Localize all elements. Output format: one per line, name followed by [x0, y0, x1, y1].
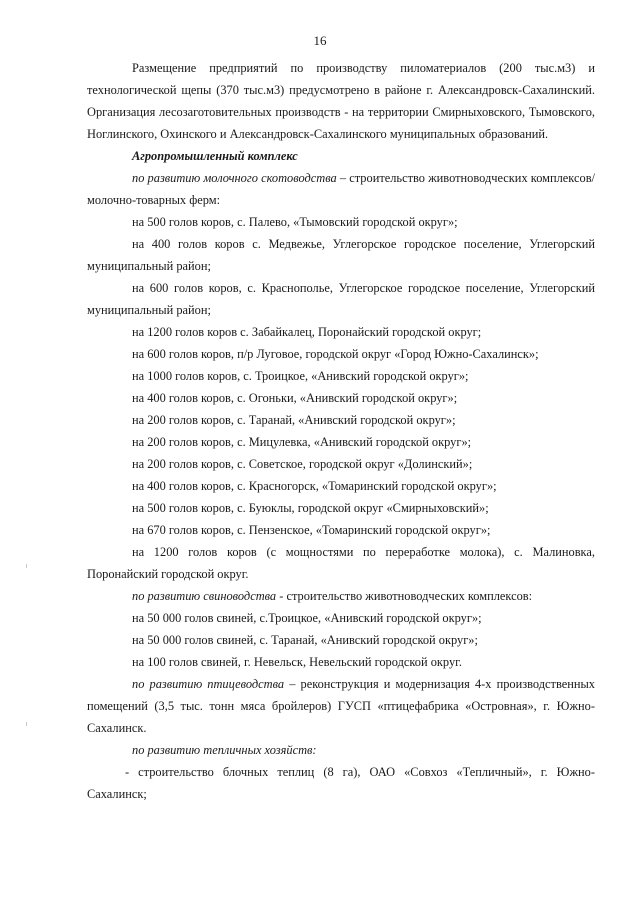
list-item: на 1200 голов коров с. Забайкалец, Поронайский городской округ; [132, 325, 482, 339]
list-item: на 50 000 голов свиней, с. Таранай, «Анивский городской округ»; [132, 633, 478, 647]
dairy-label: по развитию молочного скотоводства [132, 171, 337, 185]
list-item: на 200 голов коров, с. Мицулевка, «Анивский городской округ»; [132, 435, 472, 449]
list-item: на 600 голов коров, с. Краснополье, Углегорское городское поселение, Углегорский муниципальный район; [87, 281, 595, 317]
list-item: на 400 голов коров с. Медвежье, Углегорское городское поселение, Углегорский муниципальный район; [87, 237, 595, 273]
list-item: на 400 голов коров, с. Огоньки, «Анивский городской округ»; [132, 391, 458, 405]
greenhouse-label: по развитию тепличных хозяйств: [132, 743, 317, 757]
list-item: на 50 000 голов свиней, с.Троицкое, «Анивский городской округ»; [132, 611, 482, 625]
list-item: на 500 голов коров, с. Палево, «Тымовский городской округ»; [132, 215, 458, 229]
paragraph-lumber: Размещение предприятий по производству пиломатериалов (200 тыс.м3) и технологической щепы (370 тыс.м3) предусмотрено в районе г. Александровск-Сахалинский. Организация лесозаготовительных производств - на территории Смирныховского, Тымовского, Ноглинского, Охинского и Александровск-Сахалинского муниципальных образований. [87, 61, 595, 141]
document-body [87, 57, 595, 805]
poultry-paragraph [87, 673, 595, 739]
pigs-list [87, 607, 595, 673]
dairy-list [87, 211, 595, 585]
pigs-label: по развитию свиноводства [132, 589, 277, 603]
list-item: на 200 голов коров, с. Таранай, «Анивский городской округ»; [132, 413, 456, 427]
list-item: на 600 голов коров, п/р Луговое, городской округ «Город Южно-Сахалинск»; [132, 347, 539, 361]
poultry-label: по развитию птицеводства [132, 677, 285, 691]
scan-mark [26, 722, 27, 726]
page-number: 16 [313, 33, 327, 48]
poultry-rest: – реконструкция и модернизация 4-х производственных помещений (3,5 тыс. тонн мяса бройлеров) ГУСП «птицефабрика «Островная», г. Южно-Сахалинск. [87, 677, 596, 735]
list-item: на 400 голов коров, с. Красногорск, «Томаринский городской округ»; [132, 479, 497, 493]
list-item: на 500 голов коров, с. Буюклы, городской округ «Смирныховский»; [132, 501, 489, 515]
dairy-intro-rest: – строительство животноводческих комплексов/молочно-товарных ферм: [87, 171, 596, 207]
list-item: на 1000 голов коров, с. Троицкое, «Анивский городской округ»; [132, 369, 469, 383]
list-item: на 670 голов коров, с. Пензенское, «Томаринский городской округ»; [132, 523, 491, 537]
list-item: на 200 голов коров, с. Советское, городской округ «Долинский»; [132, 457, 473, 471]
scan-mark [26, 564, 27, 568]
pigs-intro [87, 585, 595, 607]
list-item: на 100 голов свиней, г. Невельск, Невельский городской округ. [132, 655, 462, 669]
section-heading-agro: Агропромышленный комплекс [132, 149, 298, 163]
greenhouse-list [87, 761, 595, 805]
list-item: - строительство блочных теплиц (8 га), ОАО «Совхоз «Тепличный», г. Южно-Сахалинск; [87, 765, 595, 801]
pigs-intro-rest: - строительство животноводческих комплексов: [276, 589, 533, 603]
dairy-intro [87, 167, 595, 211]
list-item: на 1200 голов коров (с мощностями по переработке молока), с. Малиновка, Поронайский городской округ. [87, 545, 595, 581]
